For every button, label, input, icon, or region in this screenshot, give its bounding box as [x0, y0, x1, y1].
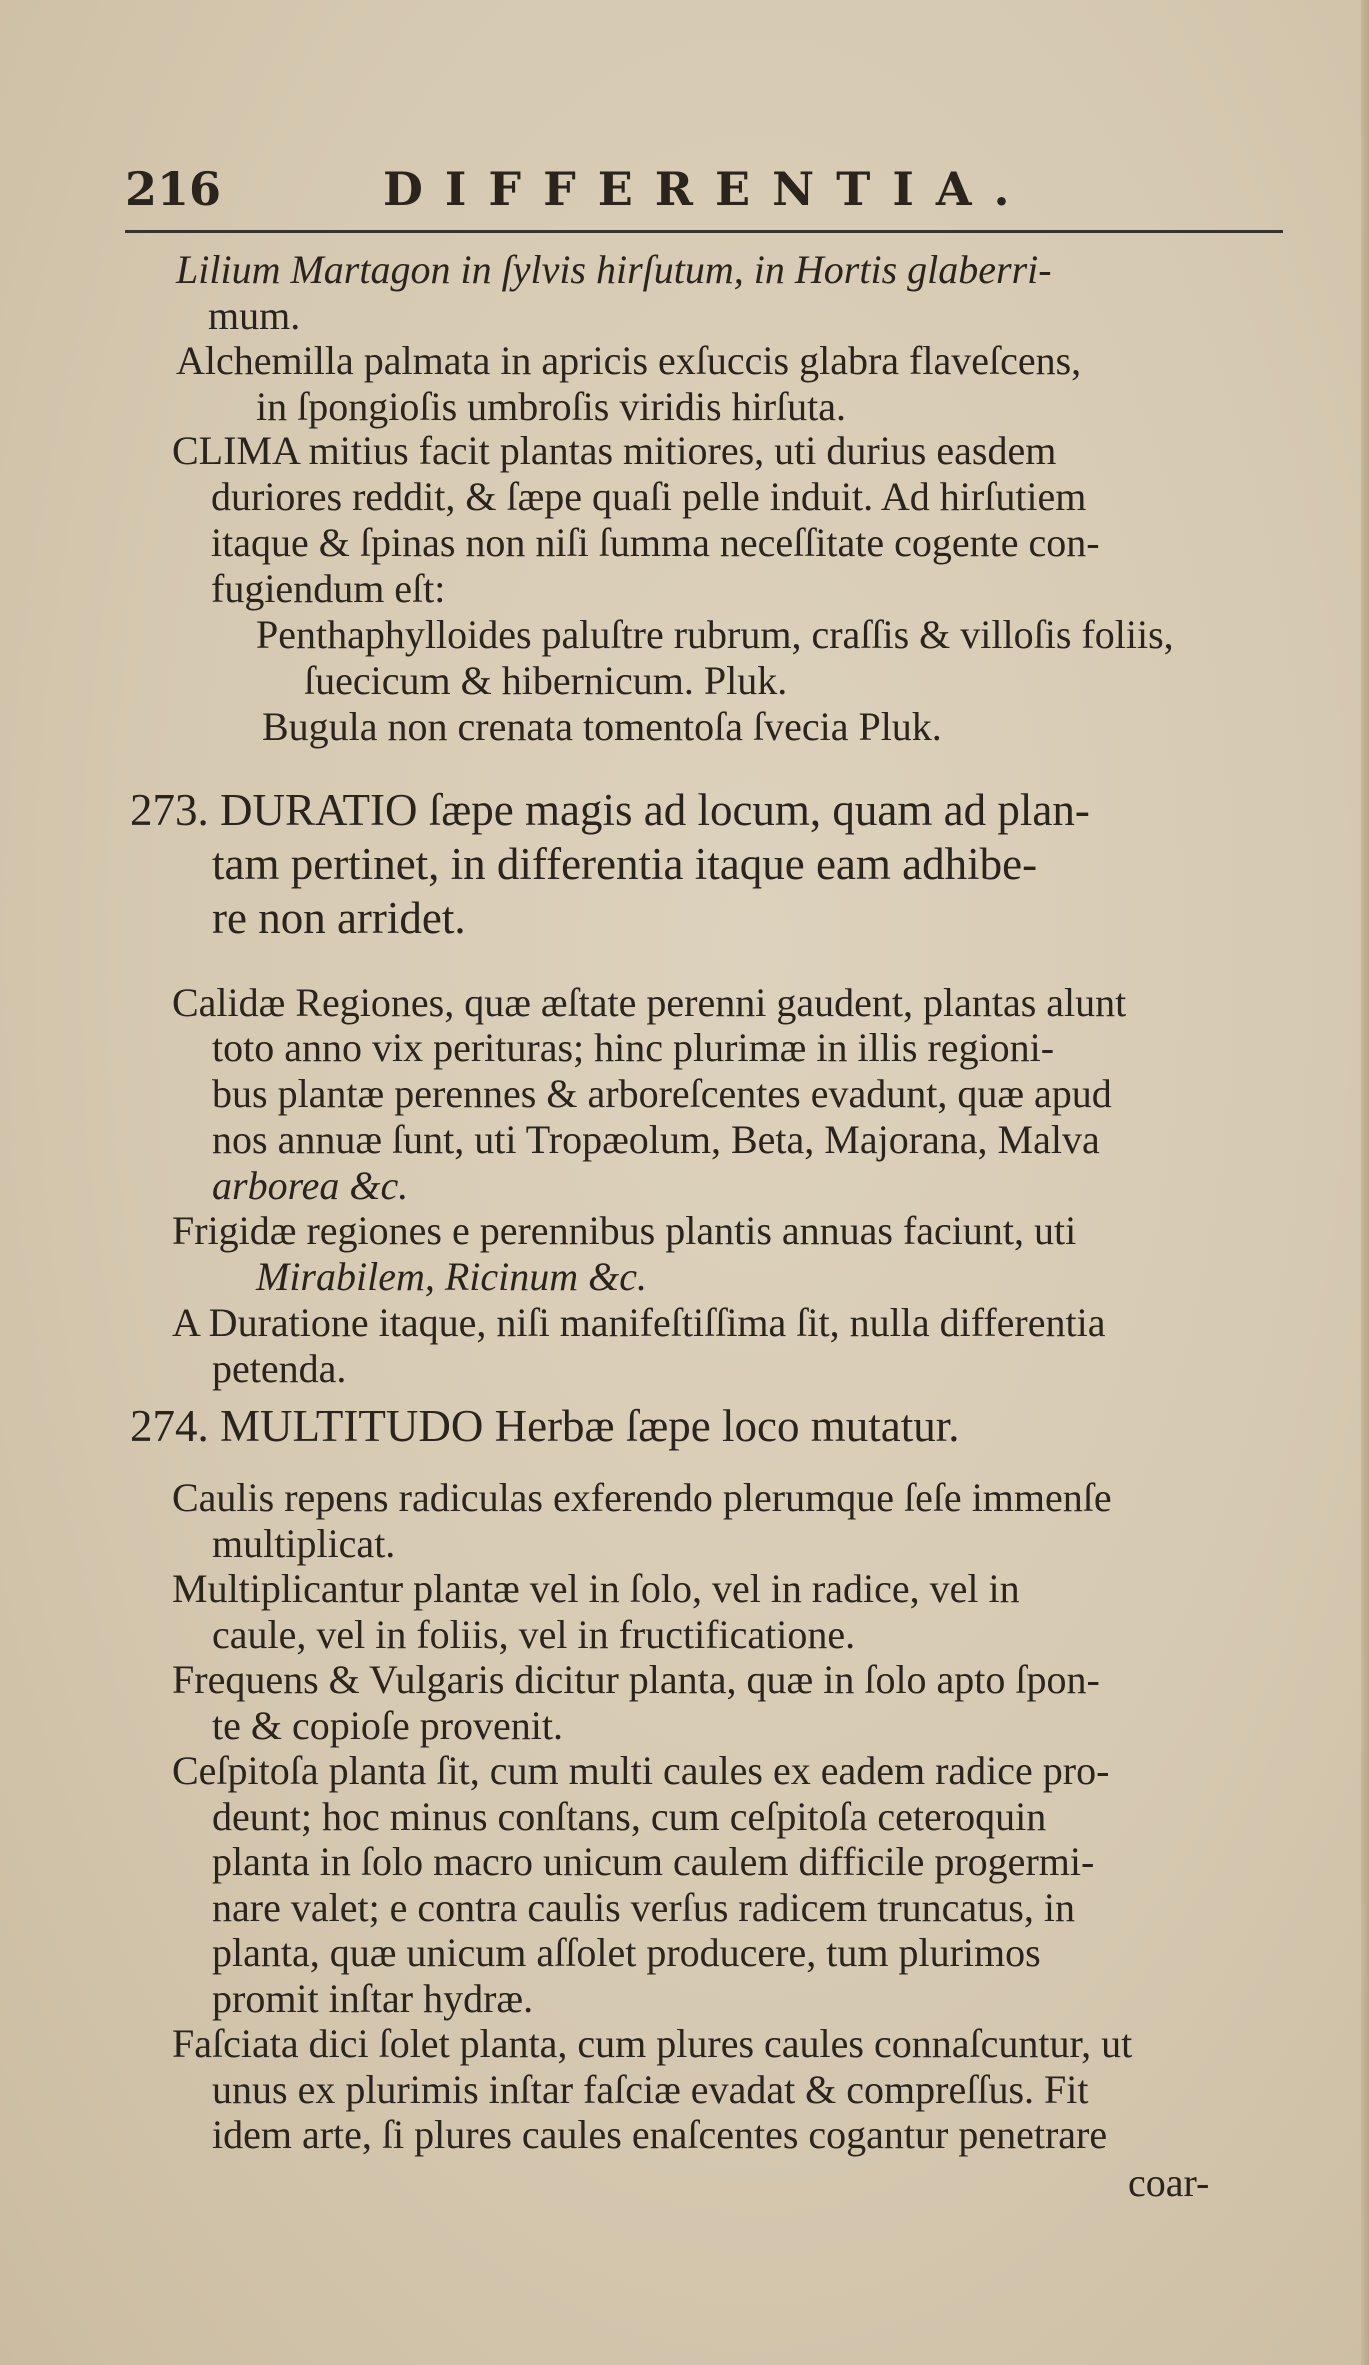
- page-edge: [1361, 0, 1369, 2365]
- catchword: coar-: [1128, 2160, 1210, 2205]
- text-line: Caulis repens radiculas exferendo plerumque ſeſe immenſe: [172, 1475, 1112, 1520]
- text-line: nos annuæ ſunt, uti Tropæolum, Beta, Majorana, Malva: [212, 1117, 1100, 1162]
- text-line: re non arridet.: [212, 893, 466, 943]
- text-line: bus plantæ perennes & arboreſcentes evadunt, quæ apud: [212, 1071, 1112, 1116]
- running-head: DIFFERENTIA.: [383, 162, 1032, 216]
- text-line: unus ex plurimis inſtar faſciæ evadat & compreſſus. Fit: [212, 2067, 1089, 2112]
- text-line: Lilium Martagon in ſylvis hirſutum, in Hortis glaberri-: [176, 247, 1052, 292]
- text-line: ſuecicum & hibernicum. Pluk.: [304, 658, 788, 703]
- text-line: Mirabilem, Ricinum &c.: [256, 1254, 648, 1299]
- text-line: CLIMA mitius facit plantas mitiores, uti durius easdem: [172, 428, 1057, 473]
- header-rule: [125, 230, 1283, 233]
- text-line: Frigidæ regiones e perennibus plantis annuas faciunt, uti: [172, 1208, 1077, 1253]
- text-line: Penthaphylloides paluſtre rubrum, craſſis & villoſis foliis,: [256, 612, 1174, 657]
- text-line: in ſpongioſis umbroſis viridis hirſuta.: [256, 384, 846, 429]
- text-line: nare valet; e contra caulis verſus radicem truncatus, in: [212, 1885, 1075, 1930]
- text-line: itaque & ſpinas non niſi ſumma neceſſitate cogente con-: [211, 520, 1100, 565]
- text-line: fugiendum eſt:: [211, 566, 446, 611]
- text-line: Ceſpitoſa planta ſit, cum multi caules ex eadem radice pro-: [172, 1748, 1110, 1793]
- text-line: Faſciata dici ſolet planta, cum plures caules connaſcuntur, ut: [172, 2021, 1133, 2066]
- text-line: mum.: [208, 293, 301, 338]
- text-line: toto anno vix perituras; hinc plurimæ in illis regioni-: [212, 1025, 1055, 1070]
- page-header: [125, 158, 1280, 218]
- text-line: Bugula non crenata tomentoſa ſvecia Pluk.: [262, 704, 942, 749]
- text-line: promit inſtar hydræ.: [212, 1976, 534, 2021]
- text-line: Frequens & Vulgaris dicitur planta, quæ in ſolo apto ſpon-: [172, 1657, 1100, 1702]
- text-line: te & copioſe provenit.: [212, 1703, 564, 1748]
- text-line: A Duratione itaque, niſi manifeſtiſſima ſit, nulla differentia: [172, 1300, 1106, 1345]
- page-number: 216: [125, 162, 222, 216]
- text-line: deunt; hoc minus conſtans, cum ceſpitoſa ceteroquin: [212, 1794, 1047, 1839]
- text-line: petenda.: [212, 1346, 347, 1391]
- text-line: multiplicat.: [212, 1521, 396, 1566]
- text-line: tam pertinet, in differentia itaque eam adhibe-: [212, 839, 1038, 889]
- text-line: duriores reddit, & ſæpe quaſi pelle induit. Ad hirſutiem: [211, 474, 1087, 519]
- text-line: caule, vel in foliis, vel in fructificatione.: [212, 1612, 856, 1657]
- text-line: Multiplicantur plantæ vel in ſolo, vel in radice, vel in: [172, 1566, 1020, 1611]
- text-line: idem arte, ſi plures caules enaſcentes cogantur penetrare: [212, 2112, 1108, 2157]
- section-heading-273: 273. DURATIO ſæpe magis ad locum, quam ad plan-: [130, 785, 1090, 835]
- text-line: arborea &c.: [212, 1163, 409, 1208]
- text-line: Alchemilla palmata in apricis exſuccis glabra flaveſcens,: [176, 338, 1082, 383]
- text-line: planta in ſolo macro unicum caulem difficile progermi-: [212, 1839, 1095, 1884]
- text-line: Calidæ Regiones, quæ æſtate perenni gaudent, plantas alunt: [172, 980, 1127, 1025]
- text-line: planta, quæ unicum aſſolet producere, tum plurimos: [212, 1930, 1041, 1975]
- section-heading-274: 274. MULTITUDO Herbæ ſæpe loco mutatur.: [130, 1401, 960, 1451]
